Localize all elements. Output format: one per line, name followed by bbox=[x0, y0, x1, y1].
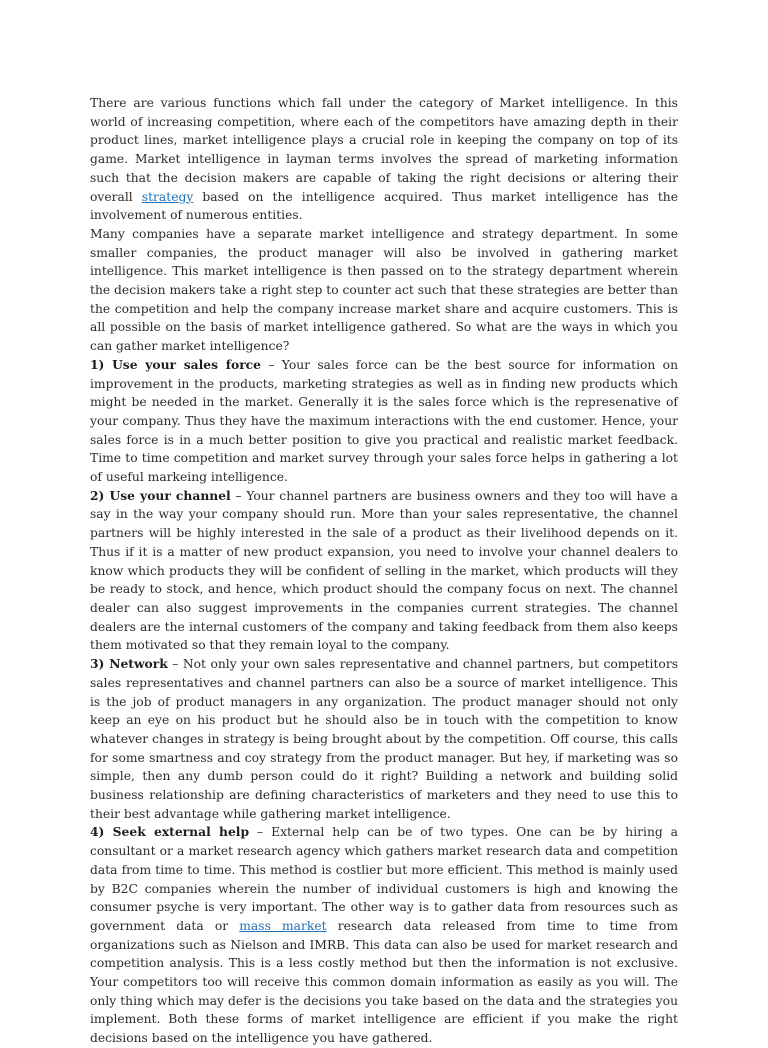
article-body bbox=[90, 94, 678, 1048]
paragraph-external-help-text-end: research data released from time to time from organizations such as Nielson and IMRB. This data can also be used for market research and competition analysis. This is a less costly method but then the information is not exclusive. Your competitors too will receive this common domain information as easily as you will. The only thing which may defer is the decisions you take based on the data and the strategies you implement. Both these forms of market intelligence are efficient if you make the right decisions based on the intelligence you have gathered. bbox=[90, 918, 678, 1046]
paragraph-external-help-text-start: – External help can be of two types. One can be by hiring a consultant or a market research agency which gathers market research data and competition data from time to time. This method is costlier but more efficient. This method is mainly used by B2C companies wherein the number of individual customers is high and knowing the consumer psyche is very important. The other way is to gather data from resources such as government data or bbox=[90, 825, 678, 933]
paragraph-departments-text: Many companies have a separate market intelligence and strategy department. In some smaller companies, the product manager will also be involved in gathering market intelligence. This market intelligence is then passed on to the strategy department wherein the decision makers take a right step to counter act such that these strategies are better than the competition and help the company increase market share and acquire customers. This is all possible on the basis of market intelligence gathered. So what are the ways in which you can gather market intelligence? bbox=[90, 226, 678, 354]
heading-external-help: 4) Seek external help bbox=[90, 824, 250, 840]
paragraph-channel bbox=[90, 487, 678, 655]
mass-market-link[interactable]: mass market bbox=[239, 918, 327, 933]
strategy-link[interactable]: strategy bbox=[141, 189, 194, 204]
heading-sales-force: 1) Use your sales force bbox=[90, 356, 261, 372]
paragraph-sales-force bbox=[90, 356, 678, 487]
paragraph-intro bbox=[90, 94, 678, 225]
paragraph-sales-force-text: – Your sales force can be the best source for information on improvement in the products, marketing strategies as well as in finding new products which might be needed in the market. Generally it is the sales force which is the represenative of your company. Thus they have the maximum interactions with the end customer. Hence, your sales force is in a much better position to give you practical and realistic market feedback. Time to time competition and market survey through your sales force helps in gathering a lot of useful markeing intelligence. bbox=[90, 357, 679, 485]
paragraph-network-text: – Not only your own sales representative and channel partners, but competitors sales representatives and channel partners can also be a source of market intelligence. This is the job of product managers in any organization. The product manager should not only keep an eye on his product but he should also be in touch with the competition to know whatever changes in strategy is being brought about by the competition. Off course, this calls for some smartness and coy strategy from the product manager. But hey, if marketing was so simple, then any dumb person could do it right? Building a network and building solid business relationship are defining characteristics of marketers and they need to use this to their best advantage while gathering market intelligence. bbox=[90, 657, 679, 821]
heading-network: 3) Network bbox=[90, 656, 168, 672]
paragraph-channel-text: – Your channel partners are business owners and they too will have a say in the way your company should run. More than your sales representative, the channel partners will be highly interested in the sale of a product as their livelihood depends on it. Thus if it is a matter of new product expansion, you need to involve your channel dealers to know which products they will be confident of selling in the market, which products will they be ready to stock, and hence, which product should the company focus on next. The channel dealer can also suggest improvements in the companies current strategies. The channel dealers are the internal customers of the company and taking feedback from them also keeps them motivated so that they remain loyal to the company. bbox=[90, 488, 678, 653]
heading-channel: 2) Use your channel bbox=[90, 487, 231, 503]
paragraph-intro-text-end: based on the intelligence acquired. Thus market intelligence has the involvement of numerous entities. bbox=[90, 189, 678, 223]
paragraph-network bbox=[90, 655, 678, 823]
paragraph-external-help bbox=[90, 823, 678, 1047]
paragraph-intro-text-start: There are various functions which fall under the category of Market intelligence. In this world of increasing competition, where each of the competitors have amazing depth in their product lines, market intelligence plays a crucial role in keeping the company on top of its game. Market intelligence in layman terms involves the spread of marketing information such that the decision makers are capable of taking the right decisions or altering their overall bbox=[90, 96, 678, 204]
paragraph-departments bbox=[90, 225, 678, 356]
